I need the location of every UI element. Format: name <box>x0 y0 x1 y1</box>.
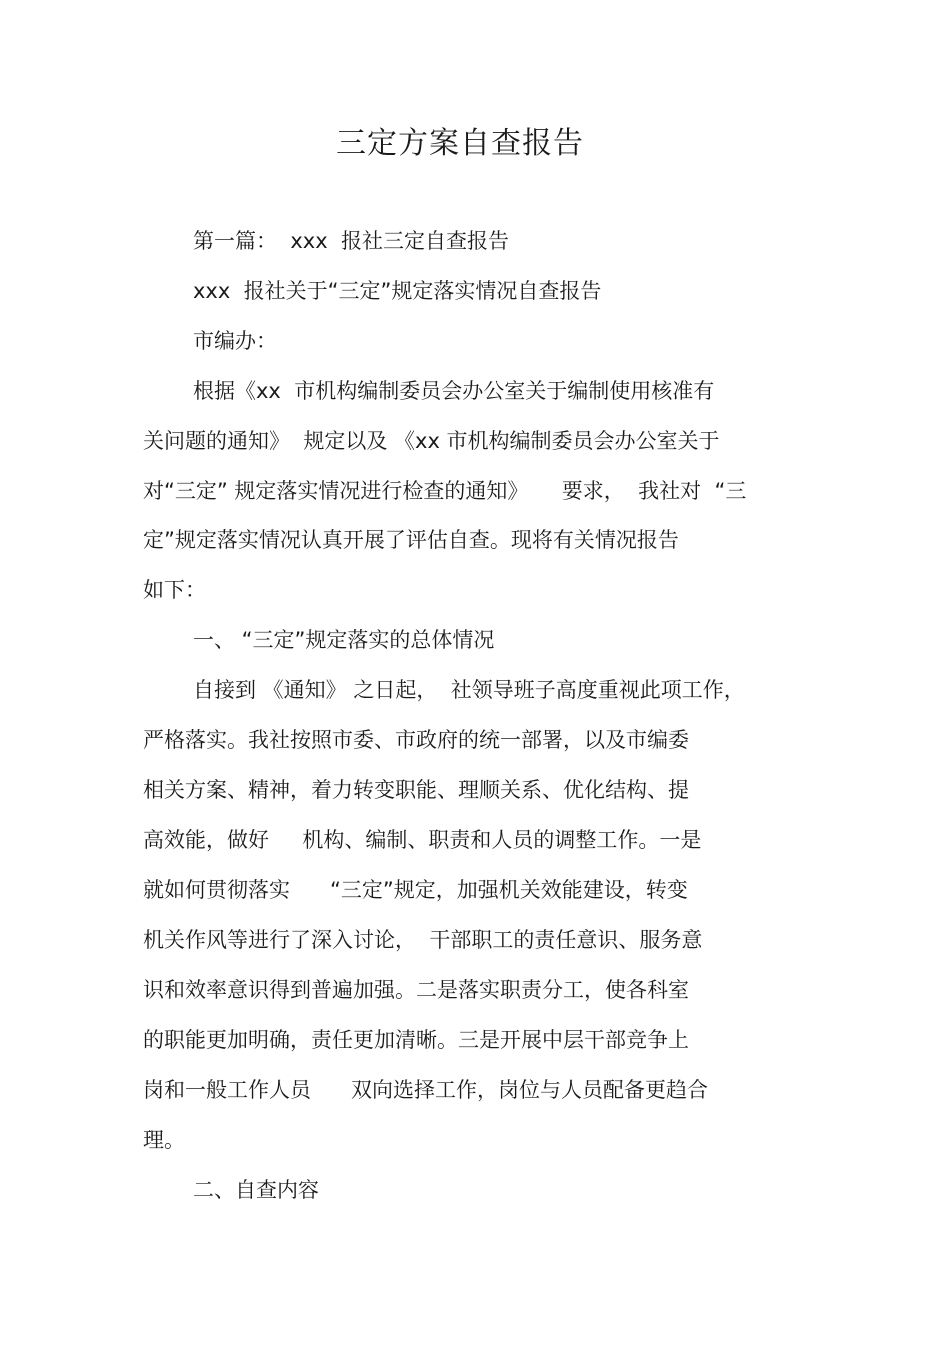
text-line-1: 第一篇： xxx 报社三定自查报告 <box>193 229 509 253</box>
text-line-14: 就如何贯彻落实 “三定”规定，加强机关效能建设，转变 <box>143 878 688 902</box>
text-line-16: 识和效率意识得到普遍加强。二是落实职责分工，使各科室 <box>143 978 689 1002</box>
text-line-10: 自接到 《通知》 之日起， 社领导班子高度重视此项工作， <box>193 678 745 702</box>
text-line-18: 岗和一般工作人员 双向选择工作，岗位与人员配备更趋合 <box>143 1078 709 1102</box>
text-line-7: 定”规定落实情况认真开展了评估自查。现将有关情况报告 <box>143 528 679 552</box>
text-line-12: 相关方案、精神，着力转变职能、理顺关系、优化结构、提 <box>143 778 689 802</box>
text-line-2: xxx 报社关于“三定”规定落实情况自查报告 <box>193 279 602 303</box>
text-line-20: 二、自查内容 <box>193 1178 319 1202</box>
text-line-9: 一、 “三定”规定落实的总体情况 <box>193 628 495 652</box>
text-line-3: 市编办： <box>193 329 277 353</box>
text-line-5: 关问题的通知》 规定以及 《xx 市机构编制委员会办公室关于 <box>143 429 720 453</box>
text-line-4: 根据《xx 市机构编制委员会办公室关于编制使用核准有 <box>193 379 715 403</box>
text-line-15: 机关作风等进行了深入讨论， 干部职工的责任意识、服务意 <box>143 928 703 952</box>
text-line-11: 严格落实。我社按照市委、市政府的统一部署，以及市编委 <box>143 728 689 752</box>
text-line-13: 高效能，做好 机构、编制、职责和人员的调整工作。一是 <box>143 828 702 852</box>
text-line-8: 如下： <box>143 578 206 602</box>
text-line-17: 的职能更加明确，责任更加清晰。三是开展中层干部竞争上 <box>143 1028 689 1052</box>
text-line-6: 对“三定” 规定落实情况进行检查的通知》 要求， 我社对 “三 <box>143 479 747 503</box>
text-line-19: 理。 <box>143 1128 185 1152</box>
document-title: 三定方案自查报告 <box>336 126 584 161</box>
